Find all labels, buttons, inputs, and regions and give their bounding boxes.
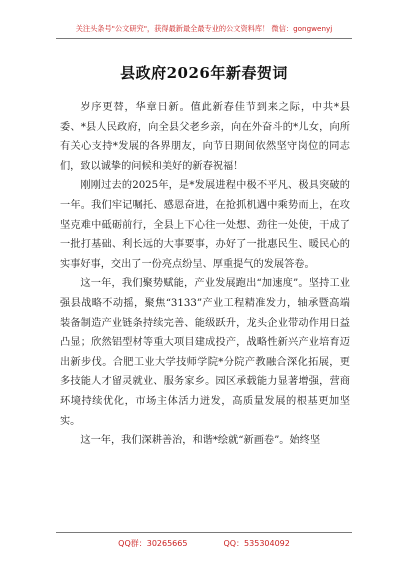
- paragraph: 岁序更替，华章日新。值此新春佳节到来之际，中共*县委、*县人民政府，向全县父老乡亲，向在外奋斗的*儿女，向所有关心支持*发展的各界朋友，向节日期间依然坚守岗位的同志们，致以诚挚的问候和美好的新春祝福！: [60, 102, 350, 172]
- document-body: [60, 98, 350, 451]
- header-divider: [56, 38, 352, 39]
- footer-divider: [56, 532, 352, 533]
- document-title: 县政府2026年新春贺词: [120, 64, 288, 82]
- paragraph: 这一年，我们深耕善治，和谐*绘就“新画卷”。始终坚: [80, 435, 321, 447]
- footer-qq-contact: QQ：535304092: [223, 539, 290, 548]
- header-banner: 关注头条号"公文研究"，获得最新最全最专业的公文资料库！ 微信：gongwenyj: [75, 24, 333, 33]
- paragraph: 这一年，我们聚势赋能，产业发展跑出“加速度”。坚持工业强县战略不动摇，聚焦“3133”产业工程精准发力，轴承暨高端装备制造产业链条持续完善、能级跃升，龙头企业带动作用日益凸显；欣然铝型材等重大项目建成投产，战略性新兴产业培育迈出新步伐。合肥工业大学技师学院*分院产教融合深化拓展，更多技能人才留灵就业、服务家乡。园区承载能力显著增强，营商环境持续优化，市场主体活力迸发，高质量发展的根基更加坚实。: [60, 278, 350, 427]
- footer: [0, 538, 408, 549]
- paragraph: 刚刚过去的2025年，是*发展进程中极不平凡、极具突破的一年。我们牢记嘱托、感恩奋进，在抢抓机遇中乘势而上，在攻坚克难中砥砺前行，全县上下心往一处想、劲往一处使，干成了一批打基础、利长远的大事要事，办好了一批惠民生、暖民心的实事好事，交出了一份亮点纷呈、厚重提气的发展答卷。: [60, 180, 350, 270]
- footer-qq-group: QQ群：30265665: [118, 539, 188, 548]
